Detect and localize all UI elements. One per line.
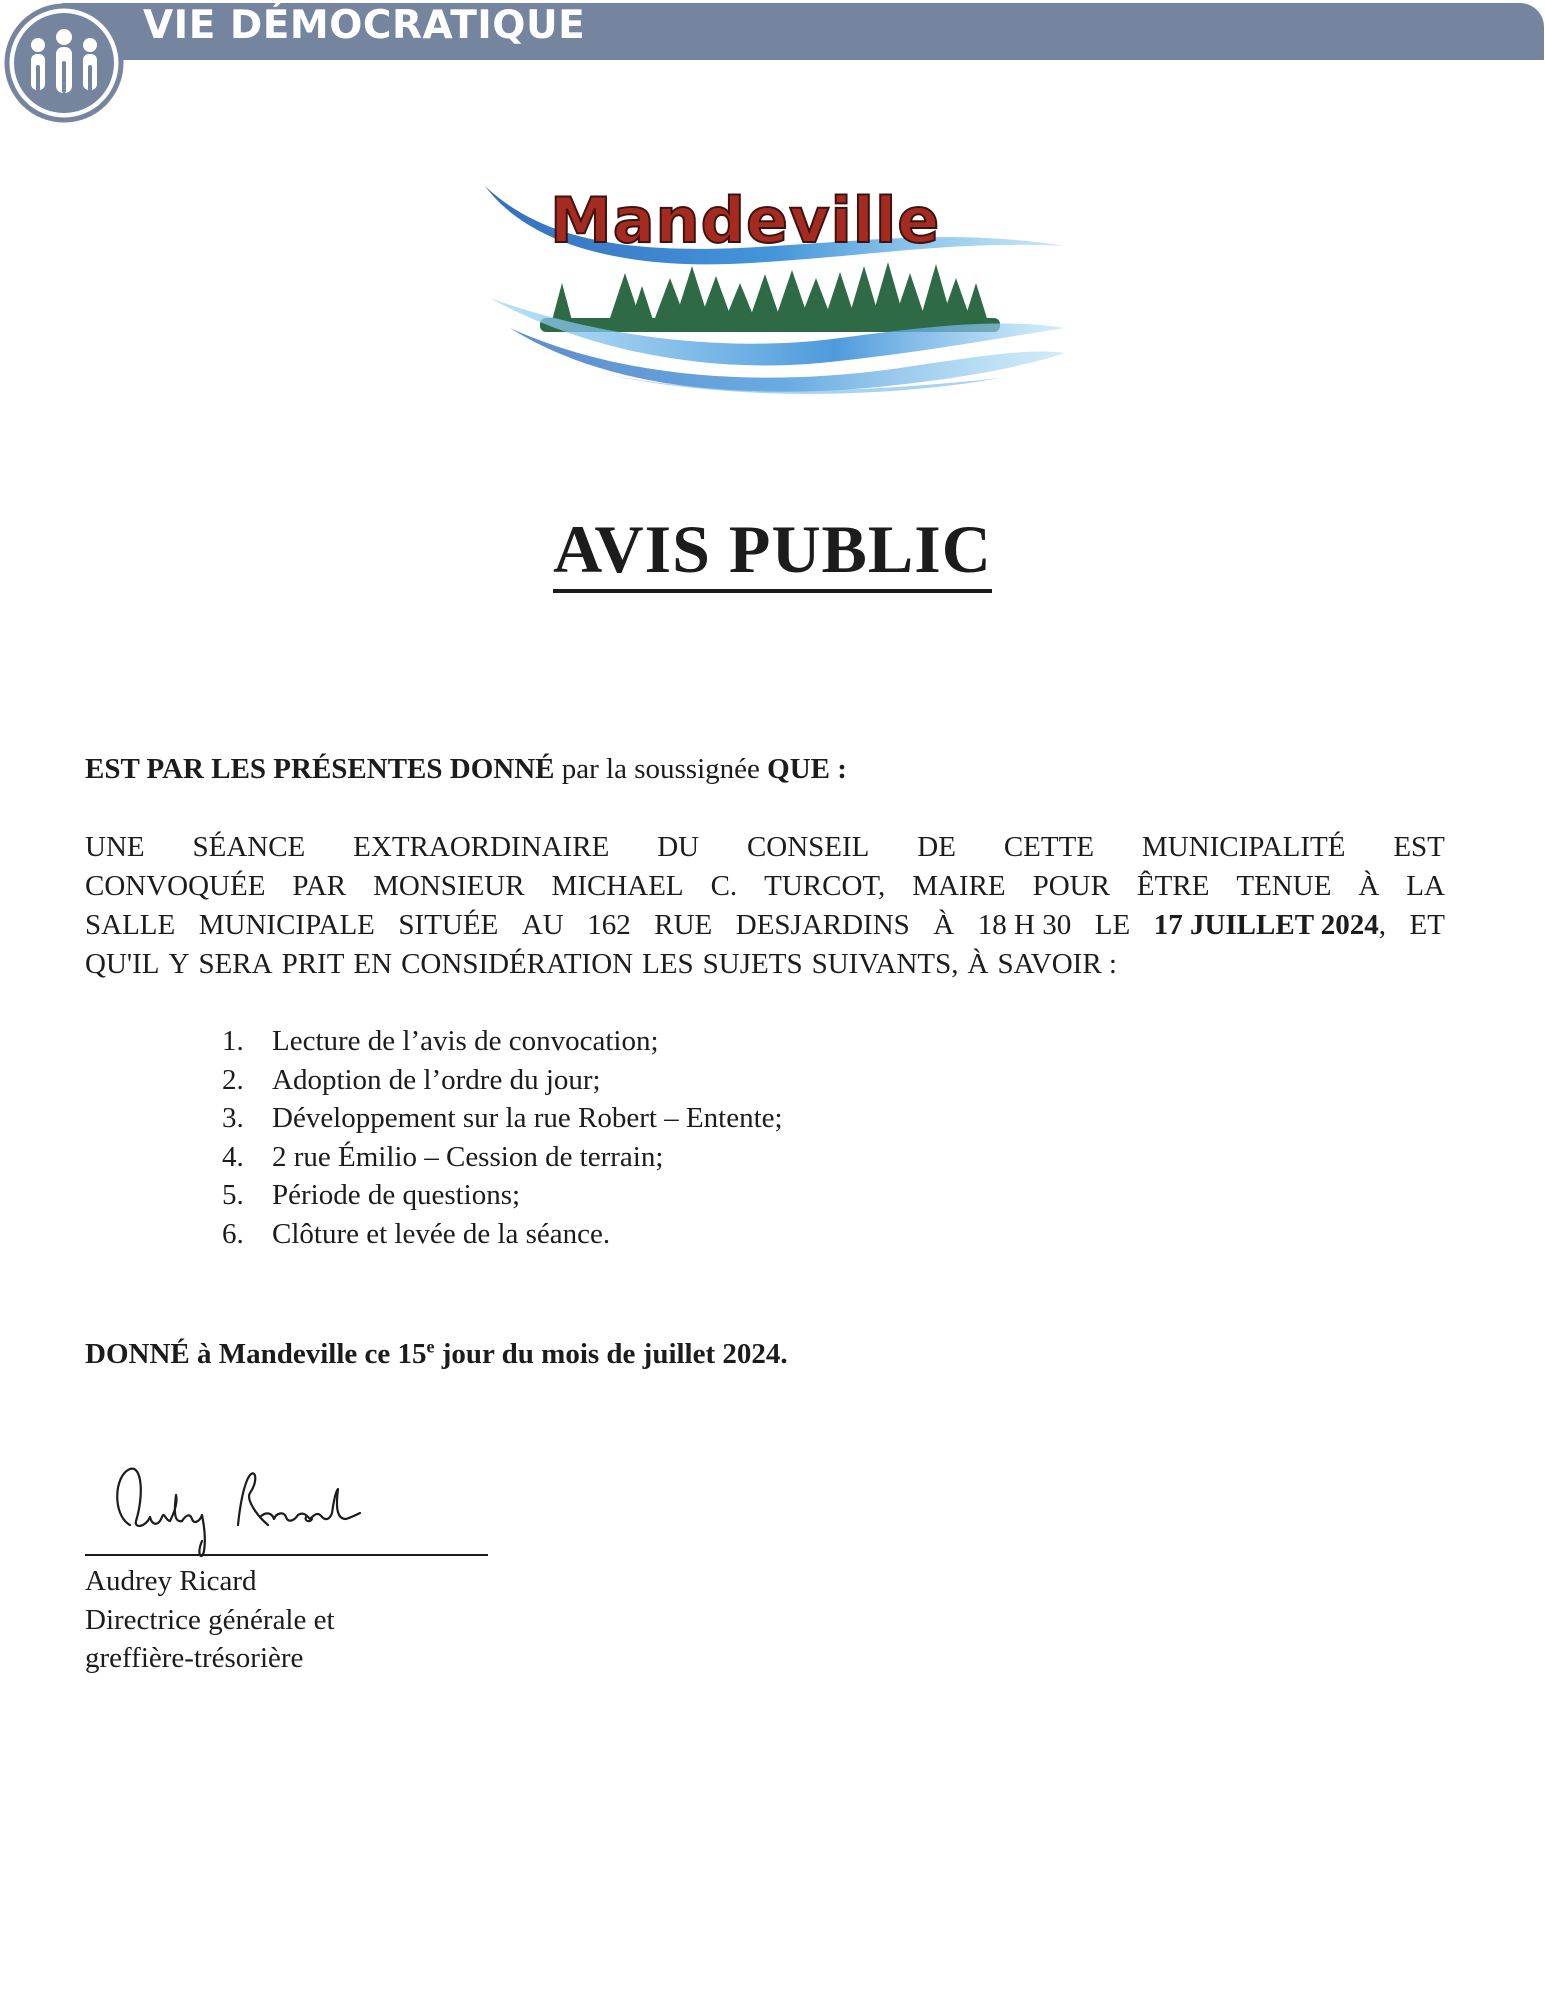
convocation-word: UNE <box>85 831 145 863</box>
agenda-item-number: 6. <box>222 1217 244 1250</box>
agenda-item <box>222 1215 783 1254</box>
convocation-word: CONSEIL <box>746 831 870 863</box>
convocation-word: SÉANCE <box>192 831 306 863</box>
agenda-item <box>222 1138 783 1177</box>
convocation-word: AU <box>521 909 564 941</box>
signatory-block <box>85 1562 335 1678</box>
convocation-word: À <box>933 909 955 941</box>
convocation-word: ET <box>1409 909 1445 941</box>
logo-wordmark: Mandeville <box>550 184 941 257</box>
intro-paragraph <box>85 752 847 787</box>
given-prefix: DONNÉ à Mandeville ce 15 <box>85 1338 427 1370</box>
convocation-word: MICHAEL <box>551 870 684 902</box>
agenda-list <box>222 1022 783 1254</box>
handwritten-signature <box>100 1455 400 1565</box>
convocation-word: SUIVANTS, <box>811 948 959 980</box>
agenda-item-number: 4. <box>222 1140 244 1173</box>
convocation-word: Y <box>168 948 190 980</box>
convocation-line <box>85 867 1445 906</box>
convocation-word: CONVOQUÉE <box>85 870 266 902</box>
convocation-word: MUNICIPALITÉ <box>1141 831 1346 863</box>
convocation-word: TURCOT, <box>764 870 886 902</box>
agenda-item-number: 3. <box>222 1102 244 1135</box>
given-superscript: e <box>426 1336 435 1357</box>
convocation-word: SALLE <box>85 909 176 941</box>
convocation-word: MUNICIPALE <box>198 909 375 941</box>
convocation-date: 17 JUILLET 2024, <box>1153 909 1387 941</box>
agenda-item-text: Lecture de l’avis de convocation; <box>272 1025 659 1057</box>
convocation-word: LA <box>1406 870 1445 902</box>
convocation-word: ÊTRE <box>1136 870 1210 902</box>
convocation-word: EST <box>1393 831 1445 863</box>
convocation-word: LES <box>642 948 694 980</box>
convocation-word: 18 H 30 <box>977 909 1072 941</box>
section-title: VIE DÉMOCRATIQUE <box>143 3 586 48</box>
convocation-word: SUJETS <box>702 948 803 980</box>
convocation-word: À <box>967 948 989 980</box>
agenda-item-text: Développement sur la rue Robert – Entente; <box>272 1102 783 1135</box>
agenda-item-number: 1. <box>222 1025 244 1057</box>
convocation-word: DE <box>917 831 956 863</box>
convocation-word: EN <box>353 948 393 980</box>
signatory-title-line1: Directrice générale et <box>85 1603 335 1636</box>
convocation-word: SAVOIR : <box>997 948 1117 980</box>
convocation-line <box>85 945 1445 984</box>
convocation-word: 162 <box>587 909 631 941</box>
intro-bold-end: QUE : <box>767 753 847 785</box>
agenda-item <box>222 1061 783 1100</box>
agenda-item-number: 2. <box>222 1063 244 1096</box>
convocation-word: PAR <box>292 870 347 902</box>
convocation-paragraph <box>85 828 1445 984</box>
agenda-item-text: Clôture et levée de la séance. <box>272 1217 611 1250</box>
convocation-word: CONSIDÉRATION <box>401 948 634 980</box>
given-suffix: jour du mois de juillet 2024. <box>434 1338 788 1370</box>
signatory-title-line2: greffière-trésorière <box>85 1642 304 1674</box>
given-line <box>85 1337 788 1372</box>
convocation-line <box>85 828 1445 867</box>
intro-middle: par la soussignée <box>554 753 768 785</box>
convocation-word: DU <box>657 831 700 863</box>
intro-bold-lead: EST PAR LES PRÉSENTES DONNÉ <box>85 753 555 785</box>
convocation-word: SERA <box>198 948 273 980</box>
agenda-item <box>222 1099 783 1138</box>
convocation-word: POUR <box>1032 870 1110 902</box>
convocation-word: À <box>1358 870 1380 902</box>
people-group-icon <box>4 3 124 123</box>
notice-title <box>0 511 1545 587</box>
convocation-word: TENUE <box>1236 870 1332 902</box>
agenda-item-text: Adoption de l’ordre du jour; <box>272 1063 601 1096</box>
convocation-word: MONSIEUR <box>373 870 525 902</box>
agenda-item-text: Période de questions; <box>272 1179 521 1212</box>
agenda-item-text: 2 rue Émilio – Cession de terrain; <box>272 1140 664 1173</box>
convocation-word: SITUÉE <box>398 909 499 941</box>
convocation-word: MAIRE <box>912 870 1006 902</box>
convocation-word: QU'IL <box>85 948 160 980</box>
convocation-word: LE <box>1094 909 1131 941</box>
convocation-word: C. <box>710 870 738 902</box>
notice-title-text: AVIS PUBLIC <box>553 511 992 593</box>
convocation-word: PRIT <box>281 948 345 980</box>
agenda-item <box>222 1022 783 1061</box>
convocation-line <box>85 906 1445 945</box>
convocation-word: EXTRAORDINAIRE <box>353 831 610 863</box>
convocation-word: CETTE <box>1003 831 1095 863</box>
signature-line <box>85 1554 488 1556</box>
agenda-item-number: 5. <box>222 1179 244 1212</box>
agenda-item <box>222 1176 783 1215</box>
convocation-word: RUE <box>654 909 713 941</box>
signatory-name: Audrey Ricard <box>85 1565 257 1597</box>
convocation-word: DESJARDINS <box>735 909 910 941</box>
